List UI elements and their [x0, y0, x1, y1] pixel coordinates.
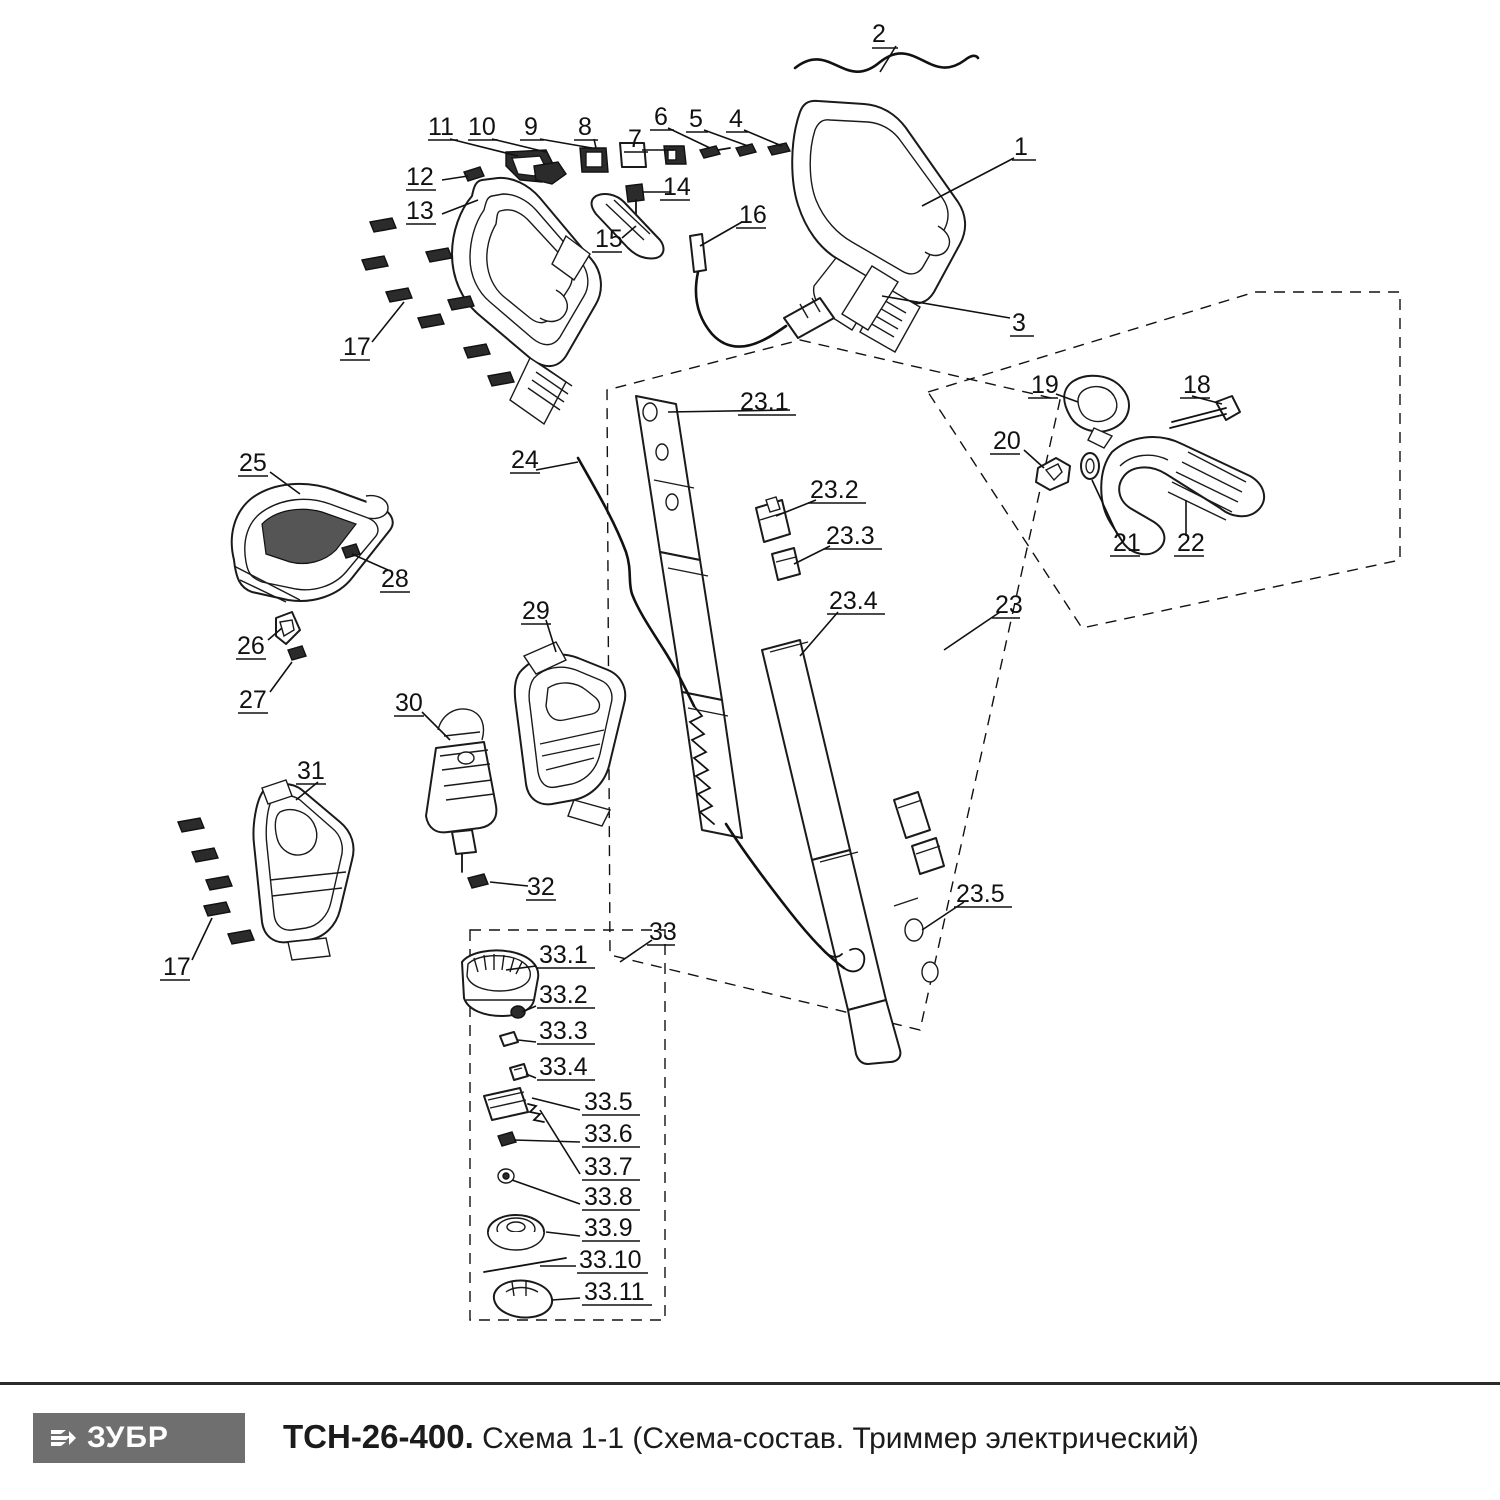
callout-33-3: 33.3: [539, 1017, 588, 1045]
callout-6: 6: [654, 103, 668, 131]
zubr-arrow-icon: [49, 1423, 79, 1453]
callout-24: 24: [511, 446, 539, 474]
callout-23-5: 23.5: [956, 880, 1005, 908]
callout-25: 25: [239, 449, 267, 477]
callout-17-upper: 17: [343, 333, 371, 361]
part-27-screw: [288, 646, 306, 660]
callout-21: 21: [1113, 529, 1141, 557]
callout-33-8: 33.8: [584, 1183, 633, 1211]
callout-9: 9: [524, 113, 538, 141]
footer-bar: [0, 1382, 1500, 1500]
part-23-5-end-fitting: [894, 898, 938, 982]
callout-33-2: 33.2: [539, 981, 588, 1009]
callout-16: 16: [739, 201, 767, 229]
callout-17-lower: 17: [163, 953, 191, 981]
callout-33-1: 33.1: [539, 941, 588, 969]
callout-33-10: 33.10: [579, 1246, 642, 1274]
callout-33-9: 33.9: [584, 1214, 633, 1242]
callout-26: 26: [237, 632, 265, 660]
callout-12: 12: [406, 163, 434, 191]
part-33-6-screw: [498, 1132, 516, 1146]
scheme-caption: Схема 1-1 (Схема-состав. Триммер электрический): [482, 1422, 1199, 1455]
part-23-4-boom-lower: [762, 640, 944, 1064]
callout-31: 31: [297, 757, 325, 785]
callout-23-4: 23.4: [829, 587, 878, 615]
part-25-upper-cover: [232, 484, 393, 602]
part-10-cap: [534, 162, 566, 184]
callout-30: 30: [395, 689, 423, 717]
footer-caption: [283, 1418, 1199, 1456]
part-33-9-spool: [488, 1215, 544, 1250]
part-23-1-boom-upper: [636, 396, 742, 838]
callout-23-1: 23.1: [740, 388, 789, 416]
callout-7: 7: [628, 125, 642, 153]
part-33-5-shaft: [484, 1088, 544, 1122]
model-number: ТСН-26-400.: [283, 1418, 474, 1455]
part-33-1-spool-housing: [462, 950, 538, 1016]
part-20-nut: [1036, 458, 1070, 490]
callout-1: 1: [1014, 133, 1028, 161]
callout-33-7: 33.7: [584, 1153, 633, 1181]
callout-33-6: 33.6: [584, 1120, 633, 1148]
part-23-3-coupler: [772, 548, 800, 580]
part-21-washer: [1081, 453, 1099, 479]
part-13-handle-shell: [452, 178, 601, 424]
part-33-10-line: [484, 1258, 566, 1272]
callout-20: 20: [993, 427, 1021, 455]
brand-logo: [33, 1413, 245, 1463]
part-32-screw: [468, 874, 488, 888]
callout-23: 23: [995, 591, 1023, 619]
part-19-knob: [1064, 376, 1129, 448]
callout-27: 27: [239, 686, 267, 714]
part-33-7-washer: [498, 1169, 514, 1183]
callout-5: 5: [689, 105, 703, 133]
brand-wordmark: ЗУБР: [87, 1421, 169, 1454]
part-30-motor: [426, 709, 496, 872]
callout-14: 14: [663, 173, 691, 201]
part-33-4-clip: [510, 1064, 528, 1080]
callout-33-11: 33.11: [584, 1278, 645, 1306]
part-6-screw: [700, 146, 730, 158]
callout-23-3: 23.3: [826, 522, 875, 550]
part-17-screws-lower: [178, 818, 254, 944]
callout-23-2: 23.2: [810, 476, 859, 504]
part-16-power-cord: [690, 234, 834, 347]
part-31-guard-bracket: [253, 780, 353, 960]
part-26-clip: [276, 612, 300, 644]
part-23-2-coupler: [756, 497, 790, 542]
part-18-bolt: [1170, 396, 1240, 428]
callout-3: 3: [1012, 309, 1026, 337]
callout-28: 28: [381, 565, 409, 593]
callout-22: 22: [1177, 529, 1205, 557]
callout-8: 8: [578, 113, 592, 141]
part-7-connector: [664, 146, 686, 164]
callout-33: 33: [649, 918, 677, 946]
part-33-11-spool-cover: [494, 1280, 552, 1317]
part-33-3-pin: [500, 1032, 518, 1046]
callout-33-4: 33.4: [539, 1053, 588, 1081]
callout-4: 4: [729, 105, 743, 133]
callout-32: 32: [527, 873, 555, 901]
callout-15: 15: [595, 225, 623, 253]
callout-10: 10: [468, 113, 496, 141]
callout-2: 2: [872, 20, 886, 48]
callout-18: 18: [1183, 371, 1211, 399]
callout-11: 11: [428, 113, 454, 141]
callout-13: 13: [406, 197, 434, 225]
part-12-screw: [464, 167, 484, 181]
part-9-clip: [580, 148, 608, 172]
callout-29: 29: [522, 597, 550, 625]
callout-19: 19: [1031, 371, 1059, 399]
callout-33-5: 33.5: [584, 1088, 633, 1116]
